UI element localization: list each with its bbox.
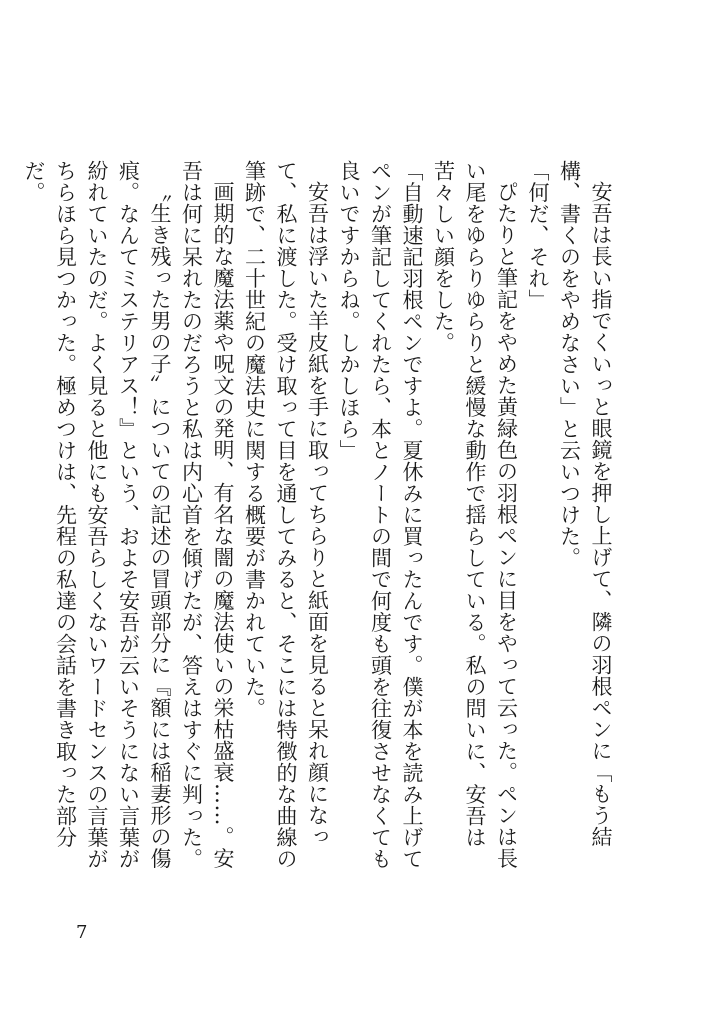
paragraph: 安吾は浮いた羊皮紙を手に取ってちらりと紙面を見ると呆れ顔になって、私に渡した。受け取って目を通してみると、そこには特徴的な曲線の筆跡で、二十世紀の魔法史に関する概要が書かれていた。 [242,160,330,870]
page-number: 7 [76,922,88,943]
dialogue-line: 「何だ、それ」 [526,160,550,311]
paragraph: 画期的な魔法薬や呪文の発明、有名な闇の魔法使いの栄枯盛衰……。安吾は何に呆れたのだろうと私は内心首を傾げたが、答えはすぐに判った。 [179,160,235,870]
paragraph: 安吾は長い指でくいっと眼鏡を押し上げて、隣の羽根ペンに「もう結構、書くのをやめなさい」と云いつけた。 [557,160,613,848]
vertical-text-block [18,160,617,872]
paragraph: 〝生き残った男の子〟についての記述の冒頭部分に『額には稲妻形の傷痕。なんてミステリアス！』という、およそ安吾が云いそうにない言葉が紛れていたのだ。よく見ると他にも安吾らしくないワードセンスの言葉がちらほら見つかった。極めつけは、先程の私達の会話を書き取った部分だ。 [22,160,172,870]
paragraph: ぴたりと筆記をやめた黄緑色の羽根ペンに目をやって云った。ペンは長い尾をゆらりゆらりと緩慢な動作で揺らしている。私の問いに、安吾は苦々しい顔をした。 [431,160,519,869]
dialogue-line: 「自動速記羽根ペンですよ。夏休みに買ったんです。僕が本を読み上げてペンが筆記してくれたら、本とノートの間で何度も頭を往復させなくても良いですからね。しかしほら」 [337,160,424,870]
